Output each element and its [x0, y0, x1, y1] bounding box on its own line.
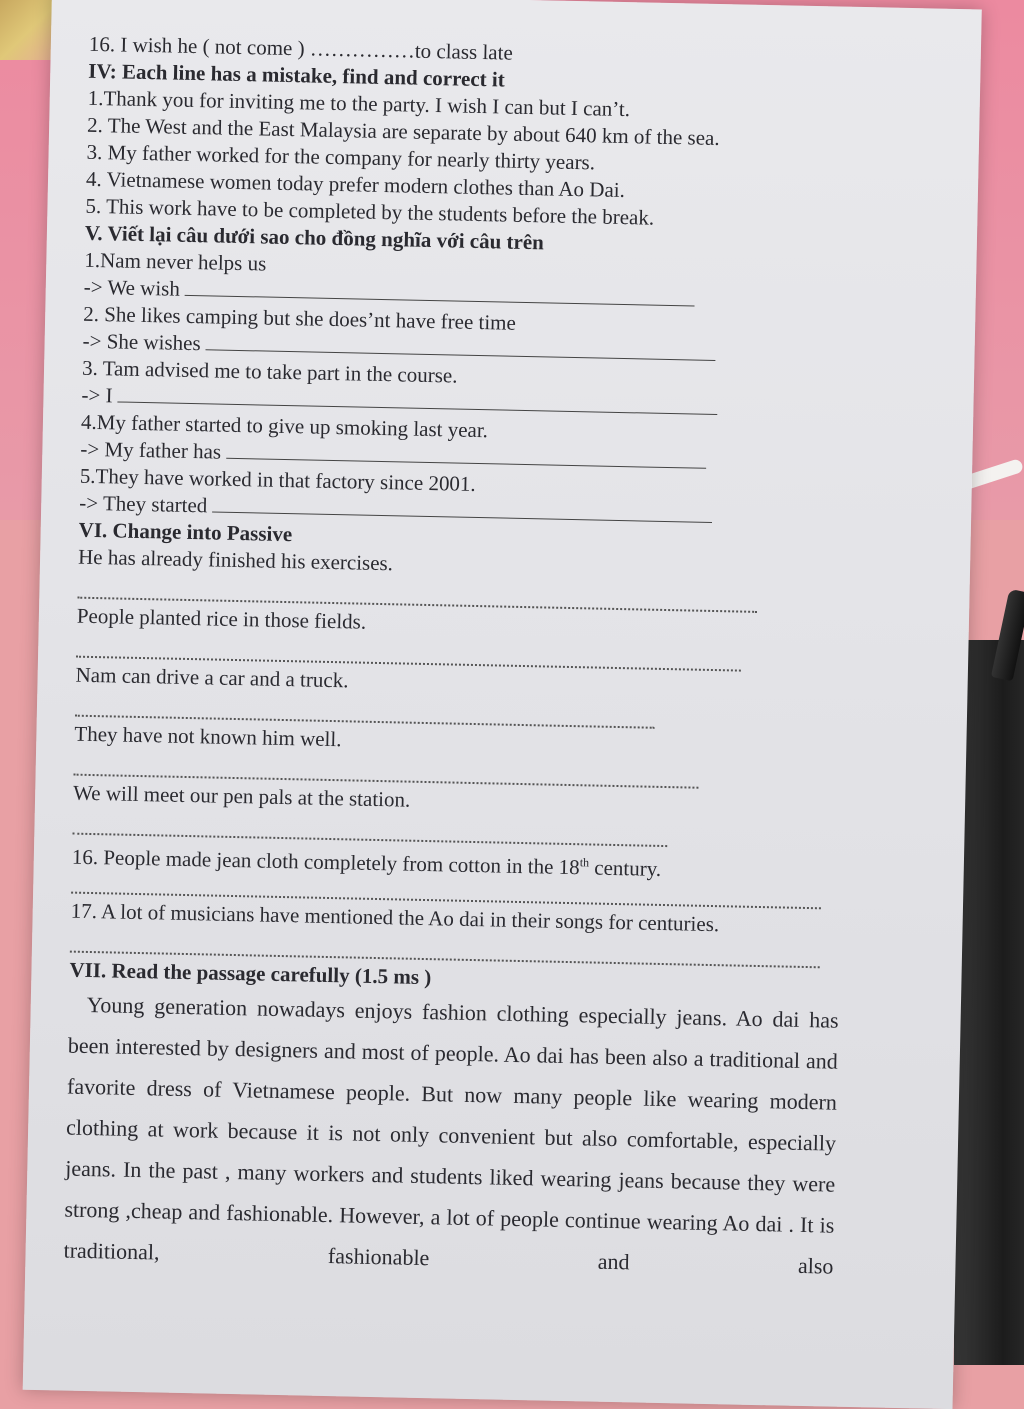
- worksheet-paper: [23, 0, 982, 1409]
- iv-item: 2. The West and the East Malaysia are separate by about 640 km of the sea.: [86, 112, 720, 151]
- v-question: 2. She likes camping but she does’nt have free time: [82, 301, 517, 335]
- v-question: 1.Nam never helps us: [84, 247, 267, 276]
- v-question: 3. Tam advised me to take part in the course.: [81, 355, 458, 388]
- section-vii-heading: VII. Read the passage carefully (1.5 ms ): [69, 957, 432, 990]
- vi-item: People planted rice in those fields.: [76, 603, 367, 634]
- iv-item: 1.Thank you for inviting me to the party. I wish I can but I can’t.: [87, 85, 631, 122]
- section-v-heading: V. Viết lại câu dưới sao cho đồng nghĩa với câu trên: [84, 220, 545, 255]
- iv-item: 3. My father worked for the company for nearly thirty years.: [86, 139, 596, 175]
- v-question: 4.My father started to give up smoking last year.: [80, 409, 489, 443]
- iv-item: 4. Vietnamese women today prefer modern clothes than Ao Dai.: [85, 166, 626, 203]
- top-item: 16. I wish he ( not come ) ……………to class late: [88, 31, 514, 65]
- iv-item: 5. This work have to be completed by the students before the break.: [85, 193, 655, 230]
- v-answer-line[interactable]: -> I: [81, 382, 921, 427]
- vi-item: We will meet our pen pals at the station.: [72, 780, 411, 812]
- worksheet-content: [63, 31, 929, 1288]
- v-answer-line[interactable]: -> My father has: [80, 436, 920, 481]
- section-vi-heading: VI. Change into Passive: [78, 517, 293, 547]
- vi-item-16: 16. People made jean cloth completely from cotton in the 18th century.: [71, 844, 662, 881]
- vi-item: They have not known him well.: [74, 721, 342, 752]
- section-iv-heading: IV: Each line has a mistake, find and correct it: [88, 58, 505, 92]
- v-answer-line[interactable]: -> They started: [79, 490, 919, 535]
- v-answer-line[interactable]: -> She wishes: [82, 328, 922, 373]
- vi-item: Nam can drive a car and a truck.: [75, 662, 349, 693]
- v-answer-line[interactable]: -> We wish: [83, 274, 923, 319]
- reading-passage: Young generation nowadays enjoys fashion clothing especially jeans. Ao dai has been interested by designers and most of people. Ao dai has been also a traditional and favorite dress of Vietnamese people. But now many people like wearing modern clothing at work because it is not only convenient but also comfortable, especially jeans. In the past , many workers and students liked wearing jeans because they were strong ,cheap and fashionable. However, a lot of people continue wearing Ao dai . It is traditional, fashionable and also: [63, 991, 839, 1279]
- vi-item: 17. A lot of musicians have mentioned the Ao dai in their songs for centuries.: [70, 898, 720, 937]
- v-question: 5.They have worked in that factory since 2001.: [79, 463, 476, 496]
- vi-item: He has already finished his exercises.: [77, 544, 394, 576]
